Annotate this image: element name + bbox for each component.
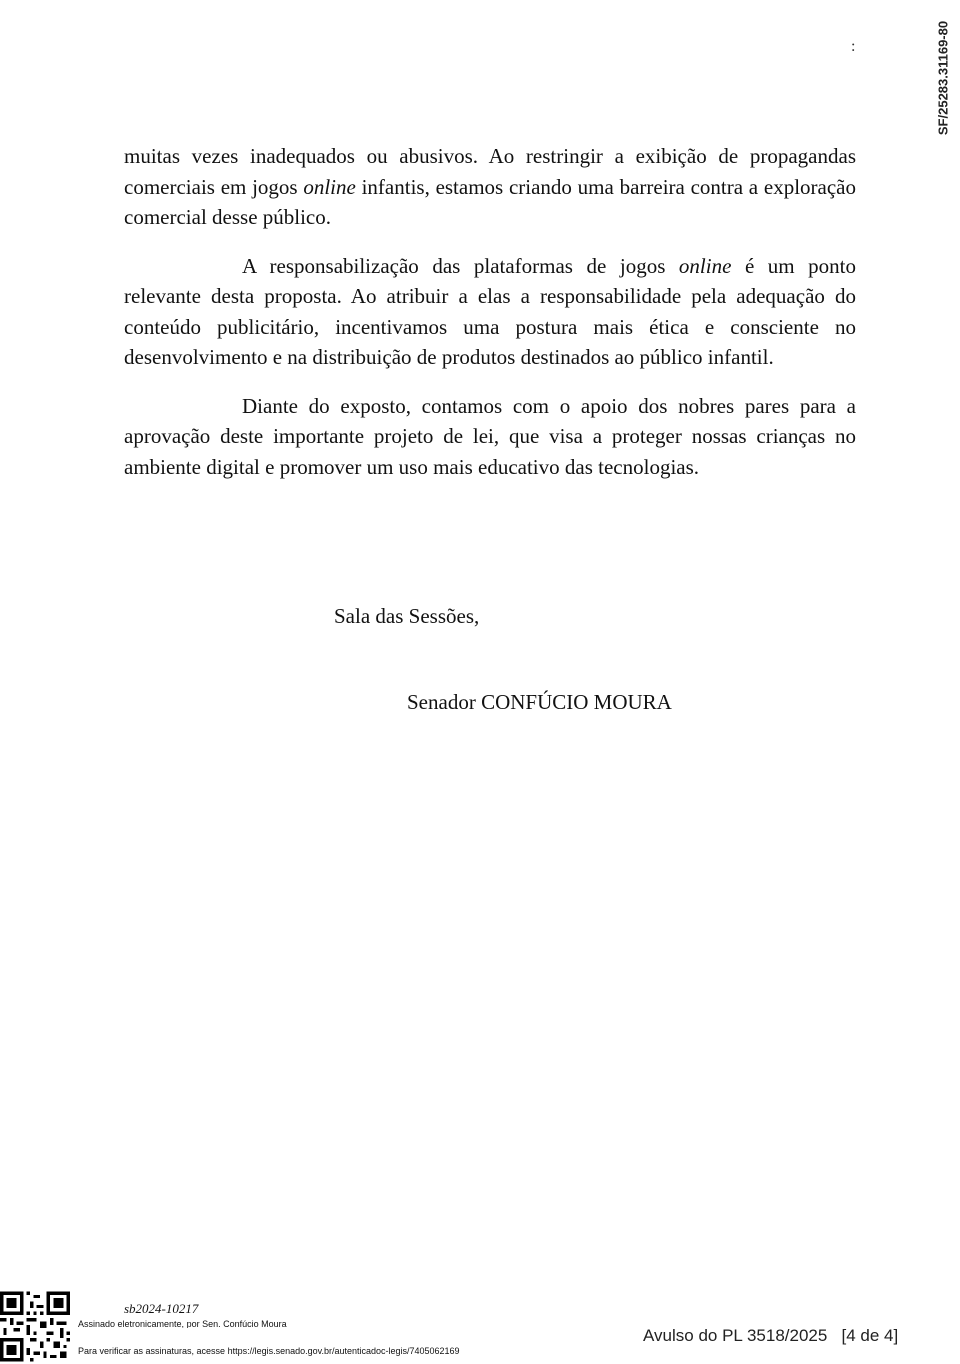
corner-mark: : bbox=[851, 38, 856, 55]
paragraph-2-part-2: é um ponto relevante desta proposta. Ao atribuir a elas a responsabilidade pela adequação do conteúdo publicitário, incentivamos uma postura mais ética e consciente no desenvolvimento e na distribuição de produtos destinados ao público infantil. bbox=[124, 253, 856, 369]
document-id: sb2024-10217 bbox=[124, 1301, 199, 1316]
paragraph-1 bbox=[124, 141, 856, 233]
paragraph-3: Diante do exposto, contamos com o apoio dos nobres pares para a aprovação deste importante projeto de lei, que visa a proteger nossas crianças no ambiente digital e promover um uso mais educativo das tecnologias. bbox=[124, 393, 856, 479]
qr-code-icon bbox=[0, 1289, 70, 1364]
justification-body bbox=[124, 141, 856, 500]
page-footer-avulso: Avulso do PL 3518/2025 [4 de 4] bbox=[643, 1326, 899, 1345]
paragraph-1-part-1: muitas vezes inadequados ou abusivos. Ao restringir a exibição de propagandas comerciais em jogos bbox=[124, 144, 856, 199]
verification-link-text: Para verificar as assinaturas, acesse https://legis.senado.gov.br/autenticadoc-legis/7405062169 bbox=[78, 1346, 460, 1356]
paragraph-2-part-1: A responsabilização das plataformas de jogos bbox=[242, 253, 679, 278]
electronic-signature-note: Assinado eletronicamente, por Sen. Confúcio Moura bbox=[78, 1319, 287, 1328]
sala-das-sessoes: Sala das Sessões, bbox=[334, 604, 480, 628]
paragraph-1-italic: online bbox=[303, 174, 356, 199]
document-code-text: SF/25283.31169-80 bbox=[935, 20, 951, 136]
paragraph-2 bbox=[124, 251, 856, 373]
paragraph-1-part-2: infantis, estamos criando uma barreira contra a exploração comercial desse público. bbox=[124, 174, 856, 229]
senator-signature: Senador CONFÚCIO MOURA bbox=[407, 690, 672, 714]
document-code-vertical bbox=[933, 12, 953, 147]
paragraph-2-italic: online bbox=[678, 253, 732, 278]
